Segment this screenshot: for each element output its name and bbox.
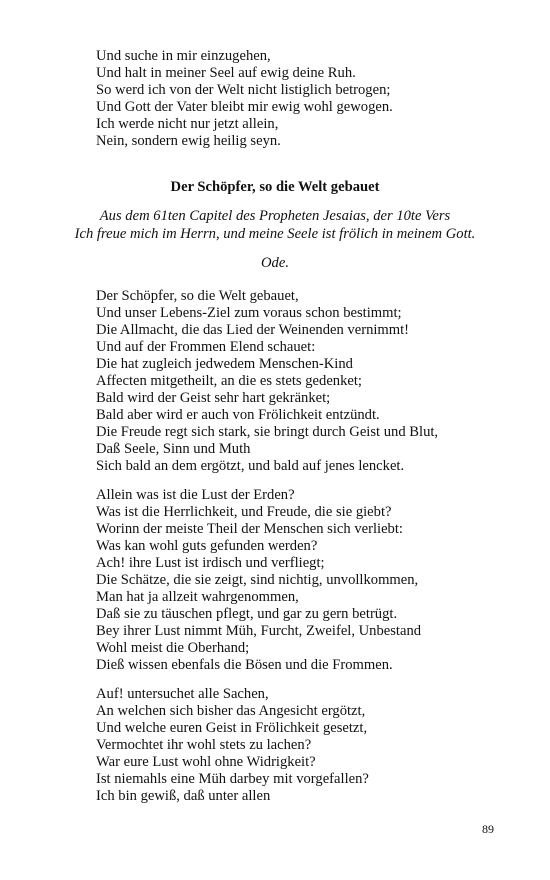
verse-line: Was kan wohl guts gefunden werden?	[96, 538, 318, 554]
verse-line: Wohl meist die Oberhand;	[96, 640, 250, 656]
poem-heading: Der Schöpfer, so die Welt gebauet	[170, 179, 380, 195]
verse-line: Auf! untersuchet alle Sachen,	[96, 686, 269, 702]
verse-line: So werd ich von der Welt nicht listiglich betrogen;	[96, 82, 391, 98]
verse-line: Daß sie zu täuschen pflegt, und gar zu gern betrügt.	[96, 606, 398, 622]
verse-line: Allein was ist die Lust der Erden?	[96, 487, 295, 503]
verse-line: Nein, sondern ewig heilig seyn.	[96, 133, 281, 149]
verse-line: Die Freude regt sich stark, sie bringt durch Geist und Blut,	[96, 424, 439, 440]
verse-line: Ich werde nicht nur jetzt allein,	[96, 116, 279, 132]
verse-line: Die Allmacht, die das Lied der Weinenden vernimmt!	[96, 322, 410, 338]
verse-line: Dieß wissen ebenfals die Bösen und die Frommen.	[96, 657, 393, 673]
verse-line: Bey ihrer Lust nimmt Müh, Furcht, Zweifel, Unbestand	[96, 623, 422, 639]
verse-line: An welchen sich bisher das Angesicht ergötzt,	[96, 703, 366, 719]
verse-line: War eure Lust wohl ohne Widrigkeit?	[96, 754, 316, 770]
stanza-3	[96, 686, 536, 805]
verse-line: Was ist die Herrlichkeit, und Freude, die sie giebt?	[96, 504, 392, 520]
top-stanza	[96, 48, 536, 150]
verse-line: Ist niemahls eine Müh darbey mit vorgefallen?	[96, 771, 369, 787]
verse-line: Sich bald an dem ergötzt, und bald auf jenes lencket.	[96, 458, 405, 474]
verse-line: Vermochtet ihr wohl stets zu lachen?	[96, 737, 312, 753]
verse-line: Bald wird der Geist sehr hart gekränket;	[96, 390, 331, 406]
verse-line: Bald aber wird er auch von Frölichkeit entzündt.	[96, 407, 380, 423]
ode-label: Ode.	[261, 255, 289, 271]
verse-line: Ach! ihre Lust ist irdisch und verfliegt;	[96, 555, 325, 571]
verse-line: Und Gott der Vater bleibt mir ewig wohl gewogen.	[96, 99, 393, 115]
page-number: 89	[482, 822, 494, 836]
verse-line: Die hat zugleich jedwedem Menschen-Kind	[96, 356, 353, 372]
verse-line: Und welche euren Geist in Frölichkeit gesetzt,	[96, 720, 368, 736]
verse-line: Man hat ja allzeit wahrgenommen,	[96, 589, 299, 605]
verse-line: Und suche in mir einzugehen,	[96, 48, 271, 64]
subtitle-line-1: Aus dem 61ten Capitel des Propheten Jesaias, der 10te Vers	[99, 208, 451, 224]
verse-line: Und halt in meiner Seel auf ewig deine Ruh.	[96, 65, 356, 81]
verse-line: Die Schätze, die sie zeigt, sind nichtig, unvollkommen,	[96, 572, 419, 588]
verse-line: Und unser Lebens-Ziel zum voraus schon bestimmt;	[96, 305, 402, 321]
verse-line: Worinn der meiste Theil der Menschen sich verliebt:	[96, 521, 403, 537]
stanza-1	[96, 288, 536, 475]
verse-line: Affecten mitgetheilt, an die es stets gedenket;	[96, 373, 362, 389]
verse-line: Der Schöpfer, so die Welt gebauet,	[96, 288, 299, 304]
verse-line: Ich bin gewiß, daß unter allen	[96, 788, 271, 804]
subtitle-line-2: Ich freue mich im Herrn, und meine Seele ist frölich in meinem Gott.	[74, 226, 476, 242]
verse-line: Daß Seele, Sinn und Muth	[96, 441, 251, 457]
stanza-2	[96, 487, 536, 674]
verse-line: Und auf der Frommen Elend schauet:	[96, 339, 316, 355]
